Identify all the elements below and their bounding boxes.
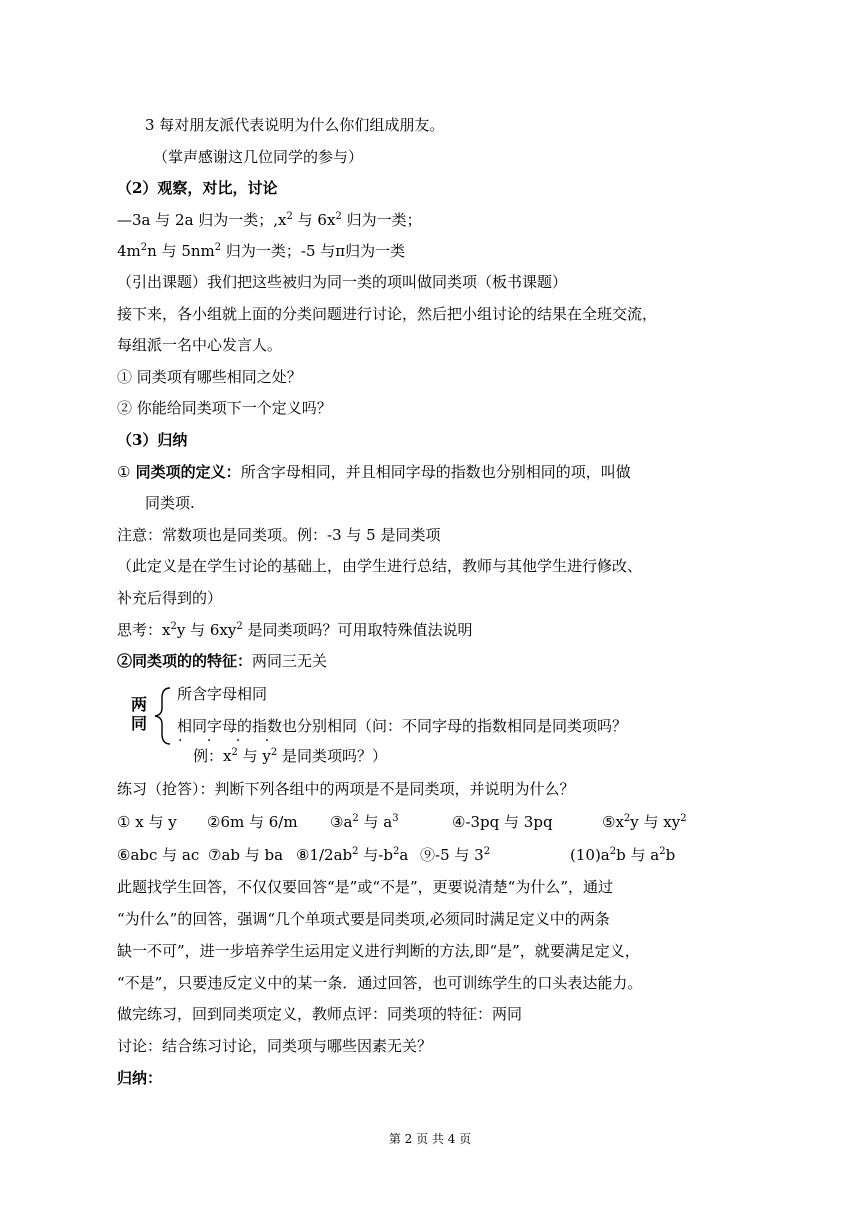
text-line: $4m^2n$ 与 $5nm^2$ 归为一类；-5 与π归为一类 — [117, 242, 406, 260]
exercise-item: $③a^2$ 与 $a^3$ — [330, 813, 399, 831]
exercise-item: $⑧1/2ab^2$ 与$-b^2a$ — [296, 846, 409, 864]
brace-word-2: 同 — [130, 714, 147, 733]
exercise-item: ⑨-5 与 $3^2$ — [420, 846, 491, 864]
text-line: 缺一不可”，进一步培养学生运用定义进行判断的方法,即“是”，就要满足定义， — [117, 942, 640, 960]
text-line: —3a 与 2a 归为一类；$,x^2$ 与 $6x^2$ 归为一类； — [117, 211, 422, 229]
text-line: 补充后得到的） — [117, 589, 223, 607]
text-line: 每组派一名中心发言人。 — [117, 336, 283, 354]
exercise-item: $⑤x^2y$ 与 $xy^2$ — [602, 813, 687, 831]
question-item: ① 同类项有哪些相同之处？ — [117, 368, 302, 386]
brace-word-1: 两 — [130, 695, 147, 714]
text-line: 讨论：结合练习讨论，同类项与哪些因素无关？ — [117, 1037, 433, 1055]
section-heading: 归纳： — [117, 1069, 163, 1087]
question-item: ② 你能给同类项下一个定义吗？ — [117, 399, 332, 417]
definition-line: ① 同类项的定义：所含字母相同，并且相同字母的指数也分别相同的项，叫做 — [117, 463, 631, 481]
text-line: 思考：$x^2y$ 与 $6xy^2$ 是同类项吗？可用取特殊值法说明 — [117, 621, 473, 639]
brace-line: 相同字母的指数也分别相同（问：不同字母的指数相同是同类项吗？ — [177, 717, 628, 735]
brace-line: 例：$x^2$ 与 $y^2$ 是同类项吗？） — [193, 747, 388, 765]
page-footer: 第 2 页 共 4 页 — [388, 1132, 472, 1146]
text-line: 3 每对朋友派代表说明为什么你们组成朋友。 — [145, 116, 445, 134]
exercise-item: ⑥abc 与 ac — [117, 846, 200, 864]
exercise-item: ⑦ab 与 ba — [208, 846, 284, 864]
text-line: 注意：常数项也是同类项。例：-3 与 5 是同类项 — [117, 526, 441, 544]
text-line: “不是”，只要违反定义中的某一条．通过回答，也可训练学生的口头表达能力。 — [117, 974, 643, 992]
section-heading: （3）归纳 — [117, 431, 188, 449]
text-line: 同类项. — [145, 494, 195, 512]
text-line: “为什么”的回答，强调“几个单项式要是同类项,必须同时满足定义中的两条 — [117, 910, 610, 928]
text-line: （引出课题）我们把这些被归为同一类的项叫做同类项（板书课题） — [117, 273, 568, 291]
brace-line: 所含字母相同 — [177, 685, 268, 703]
exercise-item: ④-3pq 与 3pq — [452, 813, 553, 831]
emphasis-dots: · · · · — [178, 733, 280, 749]
exercise-item: ① x 与 y — [117, 813, 177, 831]
text-line: 练习（抢答）：判断下列各组中的两项是不是同类项，并说明为什么？ — [117, 780, 575, 798]
brace-icon — [152, 686, 174, 746]
exercise-item: ②6m 与 6/m — [207, 813, 298, 831]
text-line: 接下来，各小组就上面的分类问题进行讨论，然后把小组讨论的结果在全班交流， — [117, 305, 658, 323]
section-heading: （2）观察，对比，讨论 — [117, 179, 278, 197]
exercise-item: $(10)a^2b$ 与 $a^2b$ — [570, 846, 676, 864]
text-line: （此定义是在学生讨论的基础上，由学生进行总结，教师与其他学生进行修改、 — [117, 557, 643, 575]
text-line: 做完练习，回到同类项定义，教师点评：同类项的特征：两同 — [117, 1005, 523, 1023]
text-line: ②同类项的的特征：两同三无关 — [117, 652, 328, 670]
text-line: 此题找学生回答，不仅仅要回答“是”或“不是”，更要说清楚“为什么”，通过 — [117, 878, 614, 896]
text-line: （掌声感谢这几位同学的参与） — [153, 148, 364, 166]
